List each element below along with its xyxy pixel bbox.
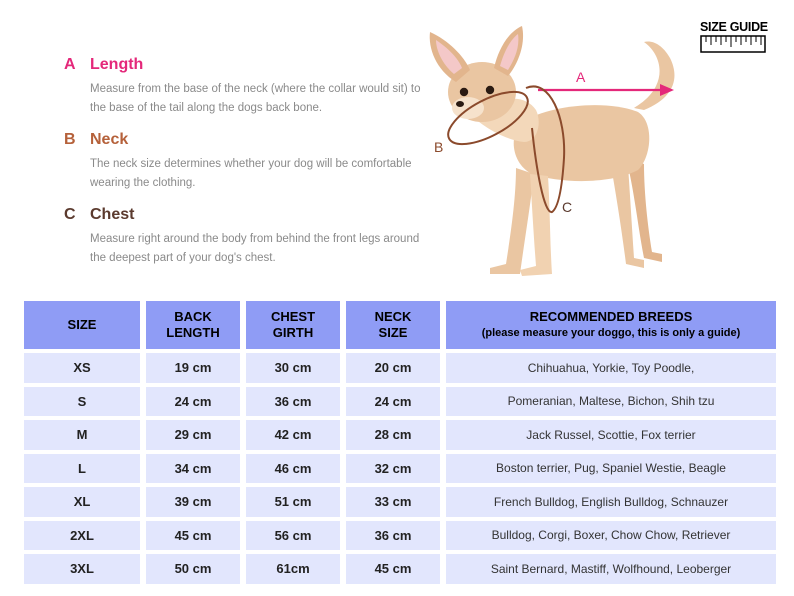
measurement-heading (64, 56, 424, 74)
cell-back-length: 45 cm (146, 521, 240, 551)
measurement-letter: B (64, 131, 76, 148)
measurement-neck (64, 131, 424, 193)
table-row (24, 554, 776, 584)
measurement-description: The neck size determines whether your dog will be comfortable wearing the clothing. (90, 158, 412, 189)
cell-size: XS (24, 353, 140, 383)
table-row (24, 454, 776, 484)
cell-breeds: Bulldog, Corgi, Boxer, Chow Chow, Retriever (446, 521, 776, 551)
header-size-text: SIZE (67, 317, 97, 332)
header-text-line: CHEST (270, 309, 316, 324)
measurement-heading (64, 131, 424, 149)
dog-tail (634, 42, 674, 110)
header-text-line: LENGTH (166, 325, 220, 340)
cell-chest-girth: 42 cm (246, 420, 340, 450)
measurement-length (64, 56, 424, 118)
cell-chest-girth: 51 cm (246, 487, 340, 517)
table-row (24, 353, 776, 383)
cell-neck-size: 24 cm (346, 387, 440, 417)
measurement-heading (64, 206, 424, 224)
header-breeds-note: (please measure your doggo, this is only a guide) (481, 327, 741, 339)
cell-back-length: 19 cm (146, 353, 240, 383)
header-back-length (146, 301, 240, 349)
table-row (24, 521, 776, 551)
cell-chest-girth: 61cm (246, 554, 340, 584)
dog-measurement-illustration (412, 18, 712, 288)
cell-chest-girth: 56 cm (246, 521, 340, 551)
cell-size: S (24, 387, 140, 417)
cell-size: XL (24, 487, 140, 517)
header-text-line: BACK (174, 309, 212, 324)
size-guide-badge (700, 20, 768, 53)
measurement-description: Measure right around the body from behind the front legs around the deepest part of your dog's chest. (90, 233, 420, 264)
dog-front-leg (490, 168, 534, 274)
chest-measure-label: C (562, 199, 573, 215)
cell-size: 3XL (24, 554, 140, 584)
length-arrow-label: A (576, 69, 586, 85)
table-header-row (24, 301, 776, 349)
dog-eye (460, 88, 468, 96)
cell-neck-size: 28 cm (346, 420, 440, 450)
header-breeds-title: RECOMMENDED BREEDS (529, 309, 693, 324)
header-size (24, 301, 140, 349)
header-text-line: SIZE (378, 325, 408, 340)
header-text-line: NECK (374, 309, 412, 324)
cell-breeds: French Bulldog, English Bulldog, Schnauzer (446, 487, 776, 517)
measurement-title: Length (90, 56, 144, 73)
measurement-chest (64, 206, 424, 268)
cell-size: 2XL (24, 521, 140, 551)
cell-chest-girth: 36 cm (246, 387, 340, 417)
measurement-letter: A (64, 56, 76, 73)
measurement-title: Chest (90, 206, 135, 223)
cell-neck-size: 36 cm (346, 521, 440, 551)
header-recommended-breeds (446, 301, 776, 349)
cell-breeds: Chihuahua, Yorkie, Toy Poodle, (446, 353, 776, 383)
cell-back-length: 29 cm (146, 420, 240, 450)
size-table (18, 297, 782, 588)
header-text-line: GIRTH (272, 325, 314, 340)
ruler-icon (700, 35, 766, 53)
header-chest-girth (246, 301, 340, 349)
table-row (24, 487, 776, 517)
dog-eye (486, 86, 494, 94)
measurement-letter: C (64, 206, 76, 223)
size-guide-title: SIZE GUIDE (700, 20, 768, 34)
header-neck-size (346, 301, 440, 349)
cell-breeds: Boston terrier, Pug, Spaniel Westie, Beagle (446, 454, 776, 484)
cell-neck-size: 45 cm (346, 554, 440, 584)
neck-measure-label: B (434, 139, 444, 155)
table-row (24, 387, 776, 417)
cell-back-length: 24 cm (146, 387, 240, 417)
table-row (24, 420, 776, 450)
measurement-title: Neck (90, 131, 129, 148)
cell-size: L (24, 454, 140, 484)
measurement-description: Measure from the base of the neck (where the collar would sit) to the base of the tail along the dogs back bone. (90, 83, 421, 114)
cell-breeds: Pomeranian, Maltese, Bichon, Shih tzu (446, 387, 776, 417)
dog-nose (456, 101, 464, 107)
cell-chest-girth: 30 cm (246, 353, 340, 383)
cell-size: M (24, 420, 140, 450)
cell-breeds: Saint Bernard, Mastiff, Wolfhound, Leoberger (446, 554, 776, 584)
cell-neck-size: 32 cm (346, 454, 440, 484)
cell-breeds: Jack Russel, Scottie, Fox terrier (446, 420, 776, 450)
cell-neck-size: 33 cm (346, 487, 440, 517)
cell-back-length: 39 cm (146, 487, 240, 517)
cell-chest-girth: 46 cm (246, 454, 340, 484)
cell-back-length: 34 cm (146, 454, 240, 484)
cell-neck-size: 20 cm (346, 353, 440, 383)
cell-back-length: 50 cm (146, 554, 240, 584)
